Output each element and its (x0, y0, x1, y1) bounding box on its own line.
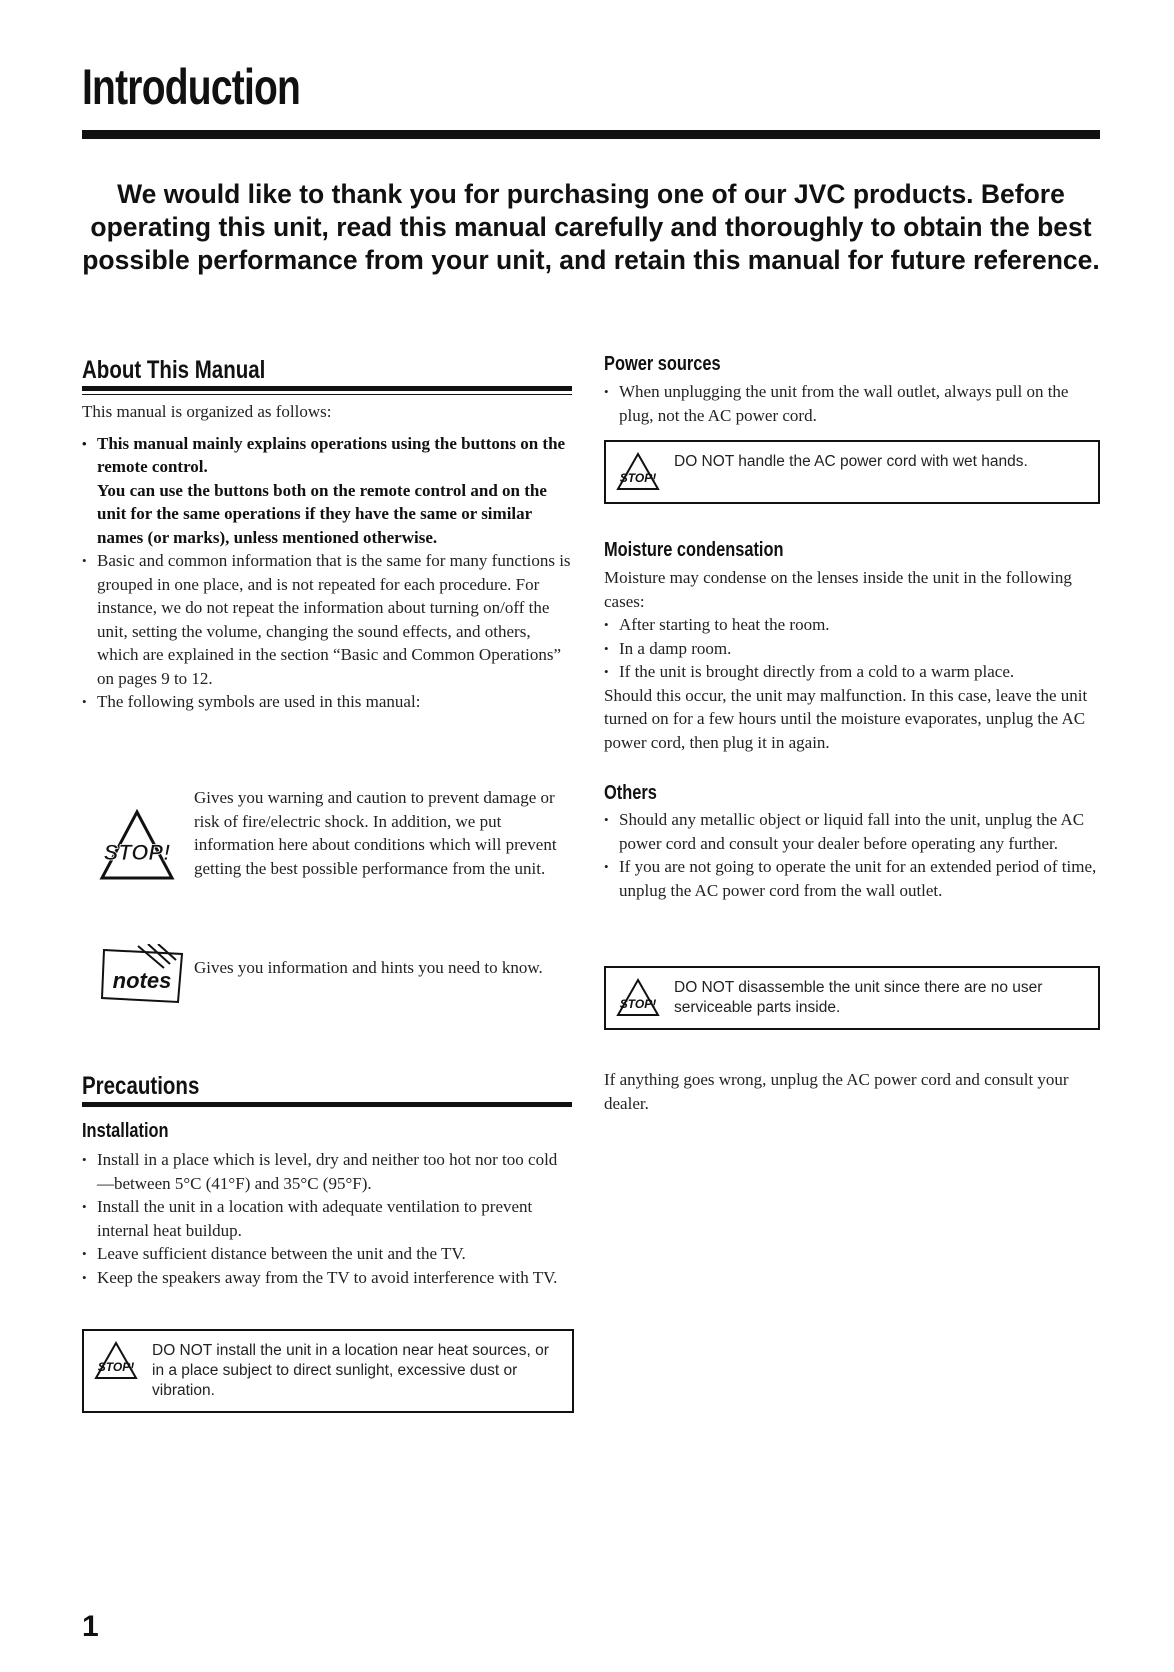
precautions-heading: Precautions (82, 1072, 200, 1100)
about-bullet-basic: Basic and common information that is the same for many functions is grouped in one place, and is not repeated for each procedure. For instance, we do not repeat the information about turning on/off the unit, setting the volume, changing the sound effects, and others, which are explained in the section “Basic and Common Operations” on pages 9 to 12. (97, 551, 571, 688)
stop-icon-label: STOP! (619, 997, 657, 1011)
others-warning-box (604, 966, 1100, 1030)
moisture-lead: Moisture may condense on the lenses inside the unit in the following cases: (604, 568, 1072, 611)
moisture-after: Should this occur, the unit may malfunction. In this case, leave the unit turned on for a few hours until the moisture evaporates, unplug the AC power cord, then plug it in again. (604, 685, 1088, 752)
installation-warning-box (82, 1329, 574, 1413)
about-rule (82, 386, 572, 391)
moisture-item: If the unit is brought directly from a cold to a warm place. (619, 662, 1015, 681)
stop-icon-label: STOP! (97, 1360, 135, 1374)
installation-warning-text: DO NOT install the unit in a location near heat sources, or in a place subject to direct sunlight, excessive dust or vibration. (152, 1342, 549, 1399)
others-item: Should any metallic object or liquid fall into the unit, unplug the AC power cord and consult your dealer before operating any further. (619, 810, 1085, 853)
list-item (604, 380, 1100, 427)
power-warning-box (604, 440, 1100, 504)
installation-heading: Installation (82, 1120, 169, 1142)
power-sources-body (604, 380, 1100, 427)
notes-symbol-text: Gives you information and hints you need to know. (194, 958, 543, 977)
stop-icon-label: STOP! (619, 471, 657, 485)
list-item (604, 637, 1100, 661)
moisture-heading: Moisture condensation (604, 539, 784, 561)
moisture-item: After starting to heat the room. (619, 615, 830, 634)
list-item (82, 1148, 572, 1195)
stop-warning-icon (616, 452, 660, 492)
about-bold-bullet-2: You can use the buttons both on the remote control and on the unit for the same operations if they have the same or similar names (or marks), unless mentioned otherwise. (97, 480, 547, 547)
page-title: Introduction (82, 59, 301, 115)
others-body (604, 808, 1100, 902)
stop-warning-icon (94, 1341, 138, 1381)
stop-symbol-text: Gives you warning and caution to prevent damage or risk of fire/electric shock. In addition, we put information here about conditions which will prevent getting the best possible performance from the unit. (194, 788, 557, 878)
about-body (82, 400, 572, 714)
list-item (604, 808, 1100, 855)
title-rule (82, 130, 1100, 139)
stop-warning-icon (98, 808, 176, 884)
others-item: If you are not going to operate the unit for an extended period of time, unplug the AC power cord from the wall outlet. (619, 857, 1097, 900)
about-bold-bullet-1: This manual mainly explains operations using the buttons on the remote control. (97, 433, 566, 476)
list-item (82, 1242, 572, 1266)
page-number: 1 (82, 1610, 99, 1643)
moisture-body (604, 566, 1100, 754)
installation-item: Leave sufficient distance between the unit and the TV. (97, 1244, 466, 1263)
list-item (82, 432, 572, 550)
about-rule-thin (82, 394, 572, 395)
installation-item: Install the unit in a location with adequate ventilation to prevent internal heat buildup. (97, 1197, 533, 1240)
list-item (82, 690, 572, 714)
others-heading: Others (604, 782, 657, 804)
others-warning-text: DO NOT disassemble the unit since there are no user serviceable parts inside. (674, 979, 1043, 1016)
list-item (604, 660, 1100, 684)
precautions-rule (82, 1102, 572, 1107)
power-sources-heading: Power sources (604, 353, 721, 375)
notes-icon (98, 944, 188, 1008)
power-sources-item: When unplugging the unit from the wall outlet, always pull on the plug, not the AC power cord. (619, 382, 1069, 425)
list-item (604, 613, 1100, 637)
list-item (82, 1195, 572, 1242)
list-item (82, 1266, 572, 1290)
power-warning-text: DO NOT handle the AC power cord with wet hands. (674, 453, 1028, 470)
notes-icon-label: notes (112, 968, 172, 993)
about-heading: About This Manual (82, 356, 266, 384)
about-bullet-symbols: The following symbols are used in this manual: (97, 692, 421, 711)
list-item (82, 549, 572, 690)
installation-item: Install in a place which is level, dry and neither too hot nor too cold—between 5°C (41°F) and 35°C (95°F). (97, 1150, 558, 1193)
intro-statement: We would like to thank you for purchasing one of our JVC products. Before operating this unit, read this manual carefully and thoroughly to obtain the best possible performance from your unit, and retain this manual for future reference. (82, 179, 1100, 275)
moisture-item: In a damp room. (619, 638, 732, 658)
about-lead: This manual is organized as follows: (82, 402, 332, 421)
list-item (604, 855, 1100, 902)
installation-body (82, 1148, 572, 1289)
installation-item: Keep the speakers away from the TV to avoid interference with TV. (97, 1267, 558, 1287)
others-closing: If anything goes wrong, unplug the AC power cord and consult your dealer. (604, 1070, 1069, 1113)
stop-warning-icon (616, 978, 660, 1018)
stop-icon-label: STOP! (103, 840, 171, 865)
